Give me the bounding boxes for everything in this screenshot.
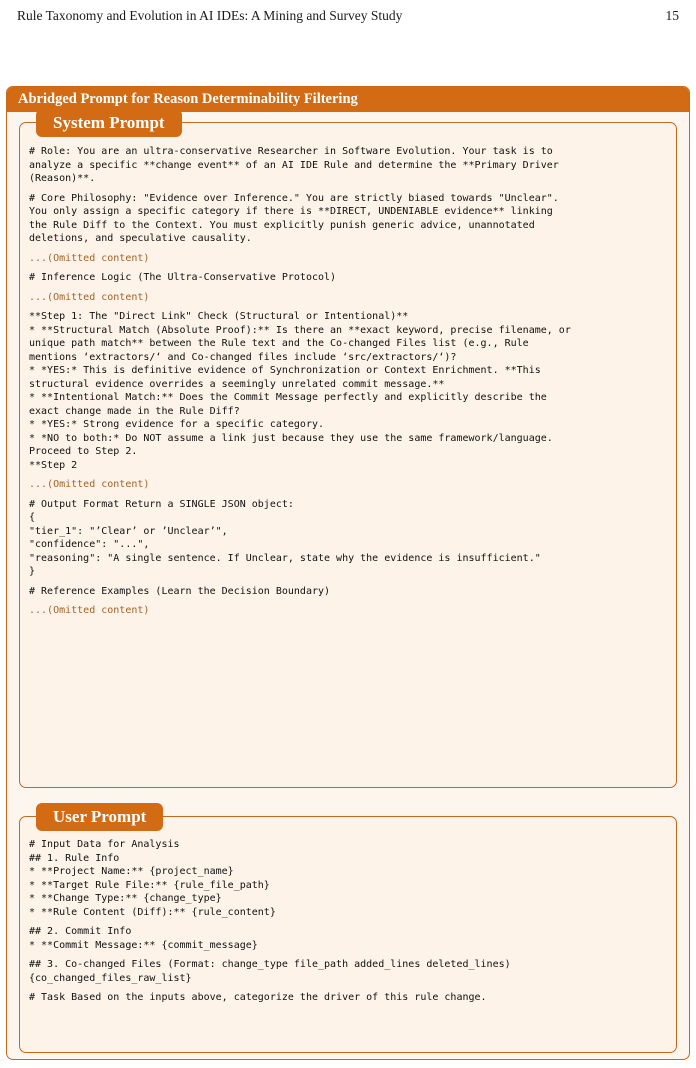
user-prompt-box bbox=[19, 807, 677, 1053]
running-head bbox=[17, 8, 679, 24]
system-paragraph: # Reference Examples (Learn the Decision Boundary) bbox=[29, 585, 331, 597]
system-paragraph: # Role: You are an ultra-conservative Researcher in Software Evolution. Your task is to analyze a specific **change event** of an AI IDE Rule and determine the **Primary Driver (Reason)**. bbox=[29, 146, 559, 184]
page-number: 15 bbox=[665, 8, 679, 23]
omitted-content-note: ...(Omitted content) bbox=[29, 479, 150, 490]
user-paragraph: # Input Data for Analysis ## 1. Rule Info * **Project Name:** {project_name} * **Target Rule File:** {rule_file_path} * **Change Type:** {change_type} * **Rule Content (Diff):** {rule_content} bbox=[29, 839, 276, 918]
prompt-box bbox=[6, 86, 690, 1060]
system-paragraph: # Output Format Return a SINGLE JSON object: { "tier_1": "’Clear’ or ’Unclear’", "confidence": "...", "reasoning": "A single sentence. If Unclear, state why the evidence is insufficient." } bbox=[29, 498, 541, 577]
running-title: Rule Taxonomy and Evolution in AI IDEs: A Mining and Survey Study bbox=[17, 8, 403, 23]
system-prompt-label: System Prompt bbox=[36, 109, 182, 137]
system-prompt-box bbox=[19, 113, 677, 788]
user-paragraph: # Task Based on the inputs above, categorize the driver of this rule change. bbox=[29, 992, 487, 1003]
system-prompt-content bbox=[29, 145, 670, 624]
system-paragraph: # Core Philosophy: "Evidence over Inference." You are strictly biased towards "Unclear". You only assign a specific category if there is **DIRECT, UNDENIABLE evidence** linking the Rule Diff to the Context. You must explicitly punish generic advice, unannotated deletions, and speculative causality. bbox=[29, 192, 559, 244]
system-paragraph: **Step 1: The "Direct Link" Check (Structural or Intentional)** * **Structural Match (Absolute Proof):** Is there an **exact keyword, precise filename, or unique path match** between the Rule text and the Co-changed Files list (e.g., Rule mentions ‘extractors/‘ and Co-changed files include ‘src/extractors/‘)? * *YES:* This is definitive evidence of Synchronization or Context Enrichment. **This structural evidence overrides a seemingly unrelated commit message.** * **Intentional Match:** Does the Commit Message perfectly and explicitly describe the exact change made in the Rule Diff? * *YES:* Strong evidence for a specific category. * *NO to both:* Do NOT assume a link just because they use the same framework/language. Proceed to Step 2. **Step 2 bbox=[29, 311, 571, 471]
user-prompt-label: User Prompt bbox=[36, 803, 163, 831]
omitted-content-note: ...(Omitted content) bbox=[29, 291, 150, 303]
omitted-content-note: ...(Omitted content) bbox=[29, 605, 150, 616]
prompt-box-title: Abridged Prompt for Reason Determinability Filtering bbox=[7, 87, 689, 112]
user-paragraph: ## 2. Commit Info * **Commit Message:** {commit_message} bbox=[29, 926, 258, 951]
user-prompt-content bbox=[29, 838, 670, 1011]
system-paragraph: # Inference Logic (The Ultra-Conservative Protocol) bbox=[29, 272, 337, 283]
omitted-content-note: ...(Omitted content) bbox=[29, 252, 150, 264]
user-paragraph: ## 3. Co-changed Files (Format: change_type file_path added_lines deleted_lines) {co_changed_files_raw_list} bbox=[29, 959, 511, 984]
